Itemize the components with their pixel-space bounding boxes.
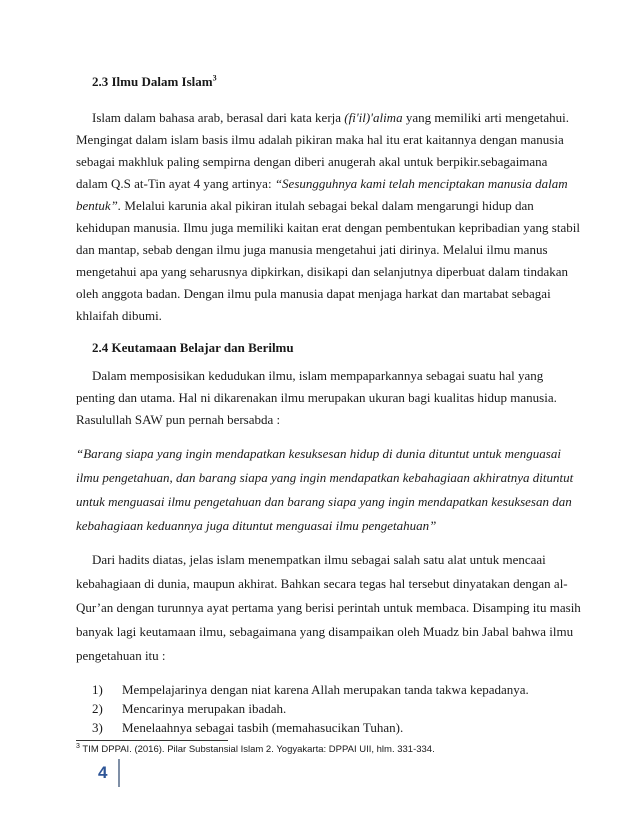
list-item-text: Mempelajarinya dengan niat karena Allah merupakan tanda takwa kepadanya. [122,682,529,697]
section-heading-2-3 [92,74,217,90]
list-item-text: Mencarinya merupakan ibadah. [122,701,287,716]
page-number-divider [118,759,120,787]
paragraph-line [76,242,548,258]
italic-run: bentuk”. [76,198,122,213]
text-run: oleh anggota badan. Dengan ilmu pula manusia dapat menjaga harkat dan martabat sebagai [76,286,551,301]
paragraph-line: Qur’an dengan turunnya ayat pertama yang berisi perintah untuk membaca. Disamping itu masih [76,600,581,615]
paragraph-line [76,132,564,148]
list-item-number: 2) [92,701,103,716]
section-heading-2-4: 2.4 Keutamaan Belajar dan Berilmu [92,340,294,355]
quote-line: ilmu pengetahuan, dan barang siapa yang ingin mendapatkan kebahagiaan akhiratnya dituntut [76,470,574,485]
text-run: dalam Q.S at-Tin ayat 4 yang artinya: [76,176,275,191]
text-run: sebagai makhluk paling sempirna dengan diberi anugerah akal untuk berpikir.sebagaimana [76,154,548,169]
quote-line: untuk menguasai ilmu pengetahuan dan barang siapa yang ingin mendapatkan kesuksesan dan [76,494,572,509]
page-number: 4 [98,763,108,782]
list-item [92,682,529,698]
paragraph-line: pengetahuan itu : [76,648,166,663]
paragraph-line: Rasulullah SAW pun pernah bersabda : [76,412,281,427]
quote-line: “Barang siapa yang ingin mendapatkan kesuksesan hidup di dunia dituntut untuk menguasai [76,446,561,461]
text-run: khlaifah dibumi. [76,308,162,323]
footnote-text: TIM DPPAI. (2016). Pilar Substansial Islam 2. Yogyakarta: DPPAI UII, hlm. 331-334. [79,744,435,755]
text-run: yang memiliki arti mengetahui. [402,110,570,125]
section-heading-text: 2.3 Ilmu Dalam Islam [92,74,213,89]
italic-run: (fi'il)'alima [344,110,403,125]
paragraph-line [76,154,547,170]
paragraph-line: penting dan utama. Hal ni dikarenakan ilmu merupakan ukuran bagi kualitas hidup manusia. [76,390,557,405]
list-item [92,701,286,717]
paragraph-line [92,110,569,126]
text-run: mengetahui apa yang seharusnya dipkirkan, disikapi dan selanjutnya diperbuat dalam tindakan [76,264,569,279]
text-run: dan mantap, sebab dengan ilmu juga manusia mengetahui jati dirinya. Melalui ilmu manus [76,242,548,257]
paragraph-line [76,176,568,192]
paragraph-line [76,308,162,324]
text-run: kehidupan manusia. Ilmu juga memiliki kaitan erat dengan pembentukan kepribadian yang stabil [76,220,580,235]
italic-run: “Sesungguhnya kami telah menciptakan manusia dalam [274,176,568,191]
paragraph-line: banyak lagi keutamaan ilmu, sebagaimana yang disampaikan oleh Muadz bin Jabal bahwa ilmu [76,624,574,639]
list-item-number: 1) [92,682,103,697]
text-run: Mengingat dalam islam basis ilmu adalah pikiran maka hal itu erat kaitannya dengan manusia [76,132,564,147]
paragraph-line: Dari hadits diatas, jelas islam menempatkan ilmu sebagai salah satu alat untuk mencaai [92,552,546,567]
paragraph-line: Dalam memposisikan kedudukan ilmu, islam mempaparkannya sebagai suatu hal yang [92,368,544,383]
list-item-number: 3) [92,720,103,735]
paragraph-line [76,220,580,236]
paragraph-line: kebahagiaan di dunia, maupun akhirat. Bahkan secara tegas hal tersebut dinyatakan dengan al- [76,576,568,591]
text-run: Melalui karunia akal pikiran itulah sebagai bekal dalam mengarungi hidup dan [121,198,534,213]
text-run: Islam dalam bahasa arab, berasal dari kata kerja [92,110,345,125]
list-item-text: Menelaahnya sebagai tasbih (memahasucikan Tuhan). [122,720,404,735]
list-item [92,720,403,736]
footnote-marker: 3 [76,742,80,750]
paragraph-line [76,264,568,280]
footnote-reference: 3 [212,73,217,83]
footnote [76,744,435,756]
footnote-divider [76,740,228,741]
paragraph-line [76,198,534,214]
paragraph-line [76,286,551,302]
quote-line: kebahagiaan keduannya juga dituntut menguasai ilmu pengetahuan” [76,518,437,533]
